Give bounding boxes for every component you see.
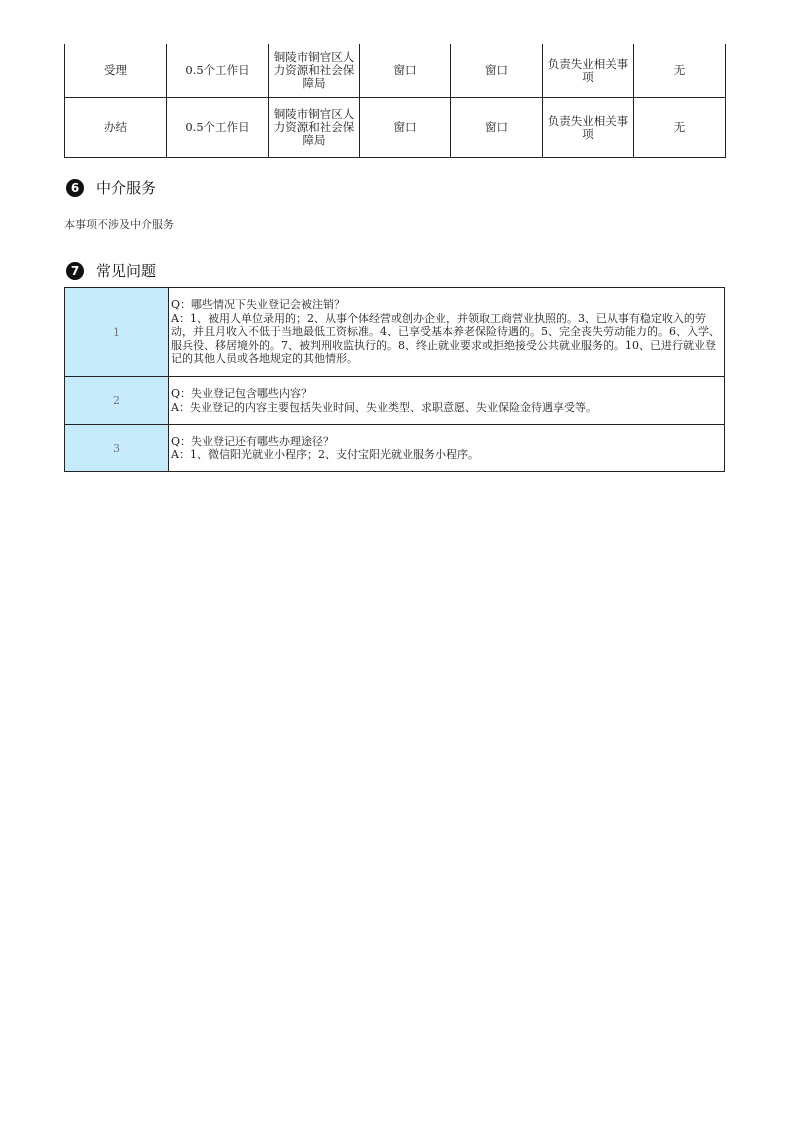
note-cell: 无: [634, 98, 726, 158]
step-cell: 办结: [65, 98, 167, 158]
location-cell: 窗口: [360, 44, 451, 98]
faq-number: 3: [65, 425, 169, 472]
faq-number: 2: [65, 377, 169, 425]
faq-row: [65, 425, 725, 472]
section-title: 常见问题: [96, 262, 157, 280]
time-cell: 0.5个工作日: [167, 44, 269, 98]
method-cell: 窗口: [451, 98, 543, 158]
step-cell: 受理: [65, 44, 167, 98]
section-number-icon: 7: [66, 262, 84, 280]
time-cell: 0.5个工作日: [167, 98, 269, 158]
section-number-icon: 6: [66, 179, 84, 197]
intermediary-text: 本事项不涉及中介服务: [64, 218, 174, 231]
faq-content: [169, 288, 725, 377]
dept-cell: 铜陵市铜官区人力资源和社会保障局: [269, 98, 360, 158]
faq-number: 1: [65, 288, 169, 377]
faq-row: [65, 288, 725, 377]
role-cell: 负责失业相关事项: [543, 44, 634, 98]
process-table: [64, 44, 726, 158]
section-heading-intermediary: [66, 177, 156, 198]
role-cell: 负责失业相关事项: [543, 98, 634, 158]
faq-table: [64, 287, 725, 472]
location-cell: 窗口: [360, 98, 451, 158]
faq-answer: A：失业登记的内容主要包括失业时间、失业类型、求职意愿、失业保险金待遇享受等。: [171, 400, 597, 414]
section-heading-faq: [66, 260, 156, 281]
faq-question: Q：失业登记还有哪些办理途径？: [171, 434, 335, 448]
section-title: 中介服务: [96, 179, 157, 197]
faq-row: [65, 377, 725, 425]
note-cell: 无: [634, 44, 726, 98]
process-row: [65, 44, 726, 98]
dept-cell: 铜陵市铜官区人力资源和社会保障局: [269, 44, 360, 98]
faq-answer: A：1、微信阳光就业小程序；2、支付宝阳光就业服务小程序。: [171, 448, 479, 461]
faq-answer: A：1、被用人单位录用的；2、从事个体经营或创办企业，并领取工商营业执照的。3、已从事有稳定收入的劳动，并且月收入不低于当地最低工资标准。4、已享受基本养老保险待遇的。5、完全丧失劳动能力的。6、入学、服兵役、移居境外的。7、被判刑收监执行的。8、终止就业要求或拒绝接受公共就业服务的。10、已进行就业登记的其他人员或各地规定的其他情形。: [171, 311, 720, 366]
faq-content: [169, 377, 725, 425]
method-cell: 窗口: [451, 44, 543, 98]
faq-content: [169, 425, 725, 472]
process-row: [65, 98, 726, 158]
faq-question: Q：失业登记包含哪些内容？: [171, 387, 313, 400]
faq-question: Q：哪些情况下失业登记会被注销？: [171, 298, 346, 312]
